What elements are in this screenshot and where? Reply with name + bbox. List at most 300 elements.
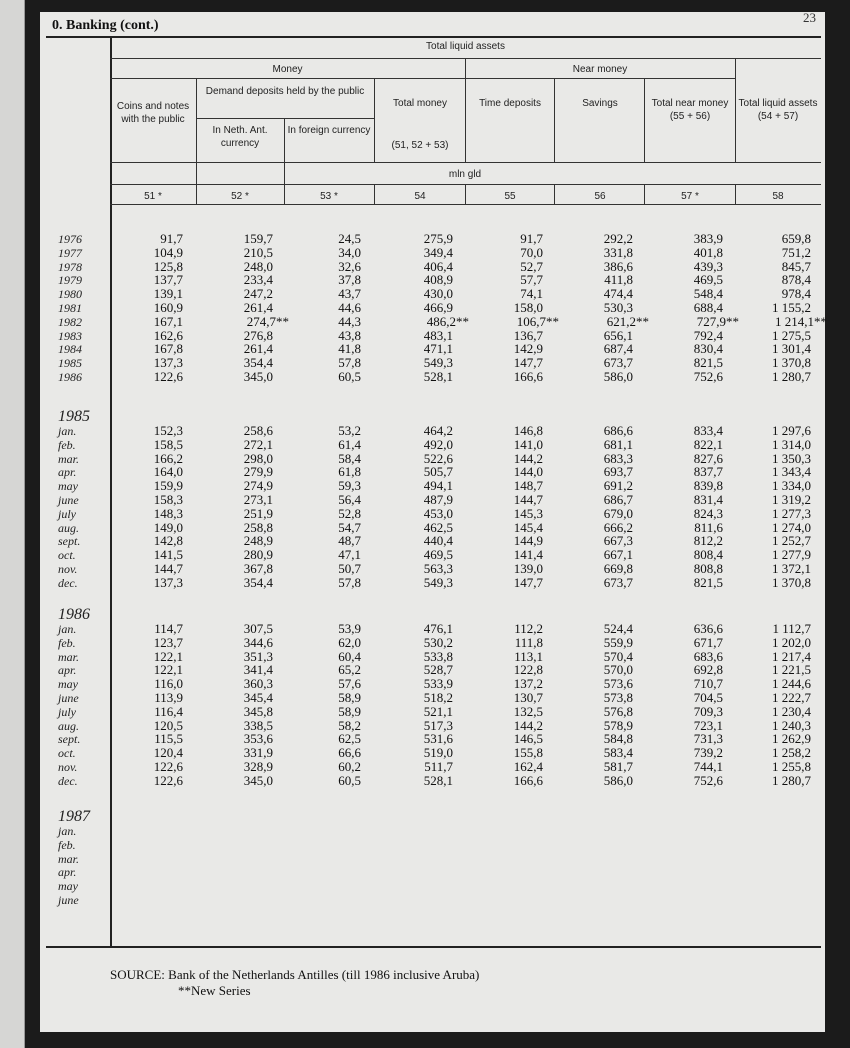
cell-col-58: 1 301,4 [772, 341, 811, 357]
cell-col-57: 548,4 [693, 286, 723, 302]
cell-col-57: 752,6 [693, 772, 723, 788]
cell-col-56: 686,7 [603, 492, 633, 507]
table-row [0, 760, 850, 774]
cell-col-58: 1 372,1 [772, 561, 811, 576]
cell-col-56: 583,4 [603, 745, 633, 761]
cell-col-51: 149,0 [153, 519, 183, 535]
cell-col-51: 122,6 [153, 369, 183, 384]
cell-col-55: 91,7 [520, 231, 543, 246]
cell-col-55: 137,2 [513, 676, 543, 692]
table-row [0, 774, 850, 788]
cell-col-52: 367,8 [243, 561, 273, 576]
cell-col-57: 383,9 [693, 231, 723, 246]
header-col-57: Total near money (55 + 56) [651, 98, 729, 122]
table-row [0, 246, 850, 260]
cell-col-55: 144,2 [513, 717, 543, 733]
cell-col-55: 139,0 [513, 561, 543, 576]
cell-col-56: 673,7 [603, 574, 633, 590]
cell-col-53: 32,6 [338, 258, 361, 274]
cell-col-54: 469,5 [423, 547, 453, 563]
cell-col-56: 524,4 [603, 621, 633, 636]
table-row [0, 865, 850, 879]
row-label: jan. [58, 424, 77, 438]
cell-col-55: 144,7 [513, 492, 543, 507]
cell-col-56: 667,1 [603, 547, 633, 563]
table-row [0, 879, 850, 893]
cell-col-58: 1 350,3 [772, 450, 811, 466]
cell-col-56: 570,4 [603, 648, 633, 664]
cell-col-55: 155,8 [513, 745, 543, 761]
cell-col-52: 328,9 [243, 759, 273, 774]
cell-col-51: 113,9 [154, 690, 183, 705]
row-label: 1980 [58, 287, 82, 302]
table-row [0, 622, 850, 636]
cell-col-53: 62,0 [338, 634, 361, 650]
cell-col-56: 573,8 [603, 690, 633, 705]
rule [196, 78, 197, 184]
cell-col-54: 408,9 [423, 272, 453, 288]
cell-col-58: 1 240,3 [772, 717, 811, 733]
header-col-55: Time deposits [479, 98, 541, 109]
cell-col-57: 731,3 [693, 731, 723, 747]
cell-col-54: 430,0 [423, 286, 453, 302]
header-near-money: Near money [572, 64, 628, 75]
cell-col-52: 248,9 [243, 533, 273, 549]
cell-col-54: 517,3 [423, 717, 453, 733]
cell-col-55: 166,6 [513, 369, 543, 384]
cell-col-53: 57,8 [338, 574, 361, 590]
row-label: dec. [58, 773, 78, 788]
source-line: SOURCE: Bank of the Netherlands Antilles (till 1986 inclusive Aruba) [110, 967, 480, 982]
cell-col-56: 621,2** [606, 313, 649, 329]
table-row [0, 438, 850, 452]
cell-col-58: 659,8 [781, 231, 811, 246]
cell-col-54: 519,0 [423, 745, 453, 761]
cell-col-54: 476,1 [423, 621, 453, 636]
cell-col-58: 1 222,7 [772, 690, 811, 705]
row-label: feb. [58, 437, 76, 452]
cell-col-58: 1 277,9 [772, 547, 811, 563]
cell-col-54: 464,2 [423, 423, 453, 438]
cell-col-53: 60,5 [338, 772, 361, 788]
row-label: sept. [58, 534, 81, 549]
cell-col-53: 61,8 [338, 464, 361, 480]
cell-col-52: 298,0 [243, 450, 273, 466]
cell-col-52: 354,4 [243, 355, 273, 371]
row-label: feb. [58, 635, 76, 650]
cell-col-52: 251,9 [243, 505, 273, 521]
cell-col-53: 60,2 [338, 759, 361, 774]
cell-col-53: 53,2 [338, 423, 361, 438]
row-label: apr. [58, 865, 77, 880]
row-label: oct. [58, 746, 76, 761]
code-57: 57 * [681, 191, 699, 202]
cell-col-54: 349,4 [423, 244, 453, 260]
cell-col-58: 1 280,7 [772, 772, 811, 788]
row-label: oct. [58, 548, 76, 563]
cell-col-53: 41,8 [338, 341, 361, 357]
row-label: mar. [58, 649, 80, 664]
cell-col-52: 258,6 [243, 423, 273, 438]
cell-col-52: 280,9 [243, 547, 273, 563]
cell-col-51: 162,6 [153, 327, 183, 343]
cell-col-55: 132,5 [513, 703, 543, 719]
cell-col-57: 752,6 [693, 369, 723, 384]
cell-col-52: 276,8 [243, 327, 273, 343]
cell-col-51: 115,5 [154, 731, 183, 747]
source-note [110, 967, 479, 999]
cell-col-58: 1 221,5 [772, 662, 811, 678]
cell-col-54: 528,1 [423, 369, 453, 384]
cell-col-53: 37,8 [338, 272, 361, 288]
cell-col-58: 1 314,0 [772, 436, 811, 452]
cell-col-51: 114,7 [154, 621, 183, 636]
header-col-54: Total money [393, 98, 447, 109]
cell-col-53: 44,3 [338, 313, 361, 329]
cell-col-54: 406,4 [423, 258, 453, 274]
cell-col-56: 584,8 [603, 731, 633, 747]
cell-col-57: 792,4 [693, 327, 723, 343]
cell-col-52: 273,1 [243, 492, 273, 507]
cell-col-54: 531,6 [423, 731, 453, 747]
rule [374, 184, 375, 204]
cell-col-58: 751,2 [781, 244, 811, 260]
cell-col-54: 528,7 [423, 662, 453, 678]
cell-col-53: 59,3 [338, 478, 361, 494]
table-row [0, 852, 850, 866]
cell-col-56: 673,7 [603, 355, 633, 371]
cell-col-57: 727,9** [696, 313, 739, 329]
cell-col-57: 808,4 [693, 547, 723, 563]
cell-col-58: 1 370,8 [772, 574, 811, 590]
cell-col-52: 159,7 [243, 231, 273, 246]
table-row [0, 576, 850, 590]
cell-col-57: 709,3 [693, 703, 723, 719]
cell-col-55: 147,7 [513, 355, 543, 371]
cell-col-57: 401,8 [693, 244, 723, 260]
cell-col-56: 666,2 [603, 519, 633, 535]
code-55: 55 [504, 191, 516, 202]
cell-col-53: 57,6 [338, 676, 361, 692]
table-row [0, 493, 850, 507]
cell-col-52: 331,9 [243, 745, 273, 761]
table-row [0, 838, 850, 852]
cell-col-58: 1 343,4 [772, 464, 811, 480]
cell-col-53: 43,7 [338, 286, 361, 302]
cell-col-56: 386,6 [603, 258, 633, 274]
cell-col-51: 167,1 [153, 313, 183, 329]
cell-col-55: 147,7 [513, 574, 543, 590]
header-col-58: Total liquid assets (54 + 57) [738, 98, 818, 122]
cell-col-51: 122,1 [153, 662, 183, 678]
cell-col-55: 166,6 [513, 772, 543, 788]
cell-col-54: 528,1 [423, 772, 453, 788]
cell-col-53: 53,9 [338, 621, 361, 636]
row-label: 1978 [58, 259, 82, 274]
cell-col-57: 692,8 [693, 662, 723, 678]
cell-col-53: 43,8 [338, 327, 361, 343]
cell-col-58: 1 230,4 [772, 703, 811, 719]
cell-col-57: 812,2 [693, 533, 723, 549]
frame-top-rule [46, 36, 821, 38]
cell-col-53: 24,5 [338, 231, 361, 246]
cell-col-55: 130,7 [513, 690, 543, 705]
header-money: Money [272, 64, 303, 75]
cell-col-51: 120,5 [153, 717, 183, 733]
frame-bottom-rule [46, 946, 821, 948]
cell-col-56: 576,8 [603, 703, 633, 719]
row-label: apr. [58, 465, 77, 480]
cell-col-54: 453,0 [423, 505, 453, 521]
cell-col-52: 307,5 [243, 621, 273, 636]
row-label: nov. [58, 760, 78, 774]
cell-col-57: 830,4 [693, 341, 723, 357]
cell-col-55: 52,7 [520, 258, 543, 274]
cell-col-51: 142,8 [153, 533, 183, 549]
rule [465, 184, 466, 204]
row-label: 1979 [58, 273, 82, 288]
cell-col-56: 559,9 [603, 634, 633, 650]
section-year: 1985 [58, 408, 90, 425]
cell-col-53: 61,4 [338, 436, 361, 452]
cell-col-52: 345,0 [243, 369, 273, 384]
cell-col-54: 466,9 [423, 300, 453, 315]
cell-col-56: 691,2 [603, 478, 633, 494]
cell-col-55: 144,2 [513, 450, 543, 466]
cell-col-52: 354,4 [243, 574, 273, 590]
cell-col-58: 1 274,0 [772, 519, 811, 535]
row-label: jan. [58, 824, 77, 838]
cell-col-56: 586,0 [603, 772, 633, 788]
cell-col-57: 808,8 [693, 561, 723, 576]
cell-col-56: 581,7 [603, 759, 633, 774]
cell-col-53: 58,9 [338, 690, 361, 705]
cell-col-53: 54,7 [338, 519, 361, 535]
cell-col-52: 344,6 [243, 634, 273, 650]
code-52: 52 * [231, 191, 249, 202]
header-col-53: In foreign currency [287, 125, 371, 136]
header-unit: mln gld [448, 169, 482, 180]
cell-col-54: 483,1 [423, 327, 453, 343]
header-total-liquid-assets: Total liquid assets [426, 41, 505, 52]
cell-col-51: 164,0 [153, 464, 183, 480]
row-label: 1984 [58, 342, 82, 357]
cell-col-51: 158,3 [153, 492, 183, 507]
cell-col-56: 474,4 [603, 286, 633, 302]
section-title: 0. Banking (cont.) [52, 18, 159, 33]
row-label: 1983 [58, 328, 82, 343]
table-row [0, 232, 850, 246]
cell-col-58: 1 214,1** [775, 313, 827, 329]
row-label: aug. [58, 718, 79, 733]
section-year: 1986 [58, 606, 90, 623]
cell-col-53: 57,8 [338, 355, 361, 371]
cell-col-51: 160,9 [153, 300, 183, 315]
row-label: 1986 [58, 370, 82, 384]
cell-col-55: 74,1 [520, 286, 543, 302]
cell-col-55: 141,0 [513, 436, 543, 452]
header-demand-deposits: Demand deposits held by the public [205, 86, 365, 97]
cell-col-51: 137,7 [153, 272, 183, 288]
cell-col-53: 65,2 [338, 662, 361, 678]
cell-col-57: 837,7 [693, 464, 723, 480]
cell-col-56: 667,3 [603, 533, 633, 549]
cell-col-57: 821,5 [693, 574, 723, 590]
rule [644, 184, 645, 204]
cell-col-58: 878,4 [781, 272, 811, 288]
table-row [0, 507, 850, 521]
cell-col-58: 1 244,6 [772, 676, 811, 692]
cell-col-53: 60,5 [338, 369, 361, 384]
cell-col-58: 1 319,2 [772, 492, 811, 507]
cell-col-54: 522,6 [423, 450, 453, 466]
cell-col-57: 688,4 [693, 300, 723, 315]
cell-col-57: 683,6 [693, 648, 723, 664]
cell-col-57: 821,5 [693, 355, 723, 371]
cell-col-53: 50,7 [338, 561, 361, 576]
cell-col-51: 122,6 [153, 759, 183, 774]
table-row [0, 893, 850, 907]
cell-col-52: 351,3 [243, 648, 273, 664]
rule [196, 118, 374, 119]
cell-col-54: 511,7 [424, 759, 453, 774]
cell-col-52: 345,8 [243, 703, 273, 719]
row-label: aug. [58, 520, 79, 535]
cell-col-51: 125,8 [153, 258, 183, 274]
row-label: dec. [58, 575, 78, 590]
cell-col-54: 440,4 [423, 533, 453, 549]
cell-col-51: 159,9 [153, 478, 183, 494]
header-col-56: Savings [582, 98, 618, 109]
row-label: may [58, 677, 78, 692]
cell-col-52: 338,5 [243, 717, 273, 733]
cell-col-52: 258,8 [243, 519, 273, 535]
cell-col-54: 471,1 [423, 341, 453, 357]
code-51: 51 * [144, 191, 162, 202]
cell-col-57: 839,8 [693, 478, 723, 494]
cell-col-54: 492,0 [423, 436, 453, 452]
table-row [0, 824, 850, 838]
row-label: apr. [58, 663, 77, 678]
cell-col-58: 1 277,3 [772, 505, 811, 521]
rule [196, 184, 197, 204]
cell-col-55: 144,0 [513, 464, 543, 480]
rule [110, 78, 735, 79]
cell-col-51: 123,7 [153, 634, 183, 650]
cell-col-57: 822,1 [693, 436, 723, 452]
cell-col-52: 210,5 [243, 244, 273, 260]
code-54: 54 [414, 191, 426, 202]
cell-col-52: 248,0 [243, 258, 273, 274]
row-label: 1976 [58, 232, 82, 246]
table-row [0, 562, 850, 576]
cell-col-51: 122,6 [153, 772, 183, 788]
row-label: july [58, 506, 76, 521]
cell-col-52: 341,4 [243, 662, 273, 678]
cell-col-55: 111,8 [514, 634, 543, 650]
cell-col-55: 57,7 [520, 272, 543, 288]
table-row [0, 636, 850, 650]
cell-col-55: 136,7 [513, 327, 543, 343]
cell-col-58: 1 258,2 [772, 745, 811, 761]
cell-col-57: 704,5 [693, 690, 723, 705]
cell-col-56: 693,7 [603, 464, 633, 480]
cell-col-51: 144,7 [153, 561, 183, 576]
cell-col-57: 739,2 [693, 745, 723, 761]
cell-col-58: 1 252,7 [772, 533, 811, 549]
cell-col-55: 148,7 [513, 478, 543, 494]
table-row [0, 424, 850, 438]
cell-col-57: 439,3 [693, 258, 723, 274]
cell-col-54: 505,7 [423, 464, 453, 480]
cell-col-58: 1 112,7 [772, 621, 811, 636]
row-label: june [58, 893, 79, 907]
cell-col-52: 274,9 [243, 478, 273, 494]
cell-col-56: 411,8 [604, 272, 633, 288]
cell-col-55: 146,8 [513, 423, 543, 438]
cell-col-58: 1 334,0 [772, 478, 811, 494]
cell-col-51: 148,3 [153, 505, 183, 521]
cell-col-53: 47,1 [338, 547, 361, 563]
row-label: sept. [58, 732, 81, 747]
cell-col-54: 486,2** [426, 313, 469, 329]
cell-col-56: 586,0 [603, 369, 633, 384]
row-label: may [58, 479, 78, 494]
cell-col-55: 145,4 [513, 519, 543, 535]
cell-col-54: 487,9 [423, 492, 453, 507]
cell-col-51: 166,2 [153, 450, 183, 466]
header-col-54-formula: (51, 52 + 53) [391, 140, 449, 151]
cell-col-58: 1 202,0 [772, 634, 811, 650]
rule [735, 184, 736, 204]
cell-col-58: 1 155,2 [772, 300, 811, 315]
cell-col-55: 144,9 [513, 533, 543, 549]
row-label: may [58, 879, 78, 894]
header-col-52: In Neth. Ant. currency [212, 125, 268, 149]
cell-col-57: 824,3 [693, 505, 723, 521]
rule [554, 78, 555, 162]
cell-col-56: 656,1 [603, 327, 633, 343]
cell-col-57: 636,6 [693, 621, 723, 636]
cell-col-54: 521,1 [423, 703, 453, 719]
cell-col-58: 1 370,8 [772, 355, 811, 371]
cell-col-55: 158,0 [513, 300, 543, 315]
cell-col-56: 530,3 [603, 300, 633, 315]
row-label: 1977 [58, 245, 82, 260]
cell-col-51: 137,3 [153, 574, 183, 590]
cell-col-55: 70,0 [520, 244, 543, 260]
cell-col-54: 494,1 [423, 478, 453, 494]
table-row [0, 370, 850, 384]
rule [374, 78, 375, 162]
cell-col-51: 116,0 [154, 676, 183, 692]
cell-col-56: 679,0 [603, 505, 633, 521]
cell-col-55: 141,4 [513, 547, 543, 563]
series-note: **New Series [178, 983, 251, 998]
cell-col-56: 570,0 [603, 662, 633, 678]
cell-col-53: 58,9 [338, 703, 361, 719]
rule [554, 184, 555, 204]
cell-col-51: 104,9 [153, 244, 183, 260]
row-label: 1982 [58, 314, 82, 329]
section-year: 1987 [58, 808, 90, 825]
cell-col-55: 145,3 [513, 505, 543, 521]
row-label: nov. [58, 562, 78, 576]
cell-col-56: 292,2 [603, 231, 633, 246]
cell-col-55: 112,2 [514, 621, 543, 636]
table-row [0, 301, 850, 315]
cell-col-52: 279,9 [243, 464, 273, 480]
